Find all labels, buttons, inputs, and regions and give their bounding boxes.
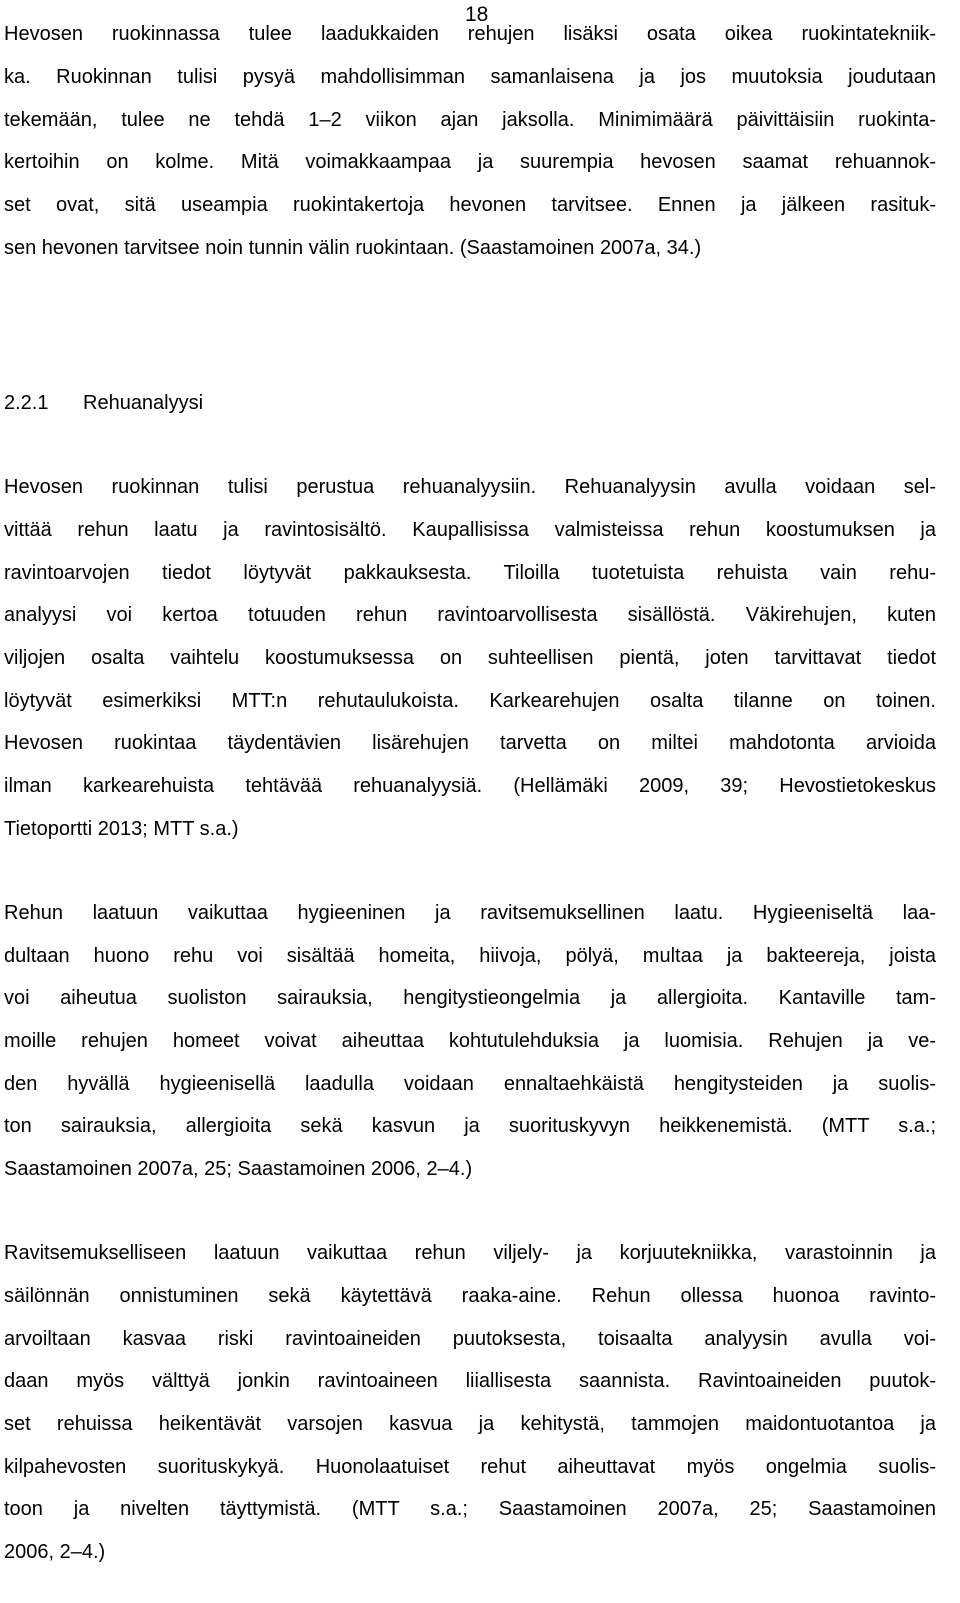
text-line: Tietoportti 2013; MTT s.a.) xyxy=(4,818,239,840)
text-line: ka. Ruokinnan tulisi pysyä mahdollisimman samanlaisena ja jos muutoksia joudutaan xyxy=(4,66,936,88)
text-line: Hevosen ruokinnassa tulee laadukkaiden rehujen lisäksi osata oikea ruokintatekniik- xyxy=(4,23,936,45)
text-line: dultaan huono rehu voi sisältää homeita, hiivoja, pölyä, multaa ja bakteereja, joista xyxy=(4,945,936,967)
text-line: analyysi voi kertoa totuuden rehun ravintoarvollisesta sisällöstä. Väkirehujen, kuten xyxy=(4,604,936,626)
text-line: Ravitsemukselliseen laatuun vaikuttaa rehun viljely- ja korjuutekniikka, varastoinnin ja xyxy=(4,1242,936,1264)
text-line: Hevosen ruokinnan tulisi perustua rehuanalyysiin. Rehuanalyysin avulla voidaan sel- xyxy=(4,476,936,498)
text-line: sen hevonen tarvitsee noin tunnin välin ruokintaan. (Saastamoinen 2007a, 34.) xyxy=(4,237,702,259)
section-title: Rehuanalyysi xyxy=(83,392,204,414)
text-line: toon ja nivelten täyttymistä. (MTT s.a.; Saastamoinen 2007a, 25; Saastamoinen xyxy=(4,1498,936,1520)
text-line: daan myös välttyä jonkin ravintoaineen liiallisesta saannista. Ravintoaineiden puutok- xyxy=(4,1370,936,1392)
section-heading xyxy=(4,391,203,415)
text-line: ravintoarvojen tiedot löytyvät pakkauksesta. Tiloilla tuotetuista rehuista vain rehu- xyxy=(4,562,936,584)
text-line: Hevosen ruokintaa täydentävien lisärehujen tarvetta on miltei mahdotonta arvioida xyxy=(4,732,936,754)
text-line: kilpahevosten suorituskykyä. Huonolaatuiset rehut aiheuttavat myös ongelmia suolis- xyxy=(4,1456,936,1478)
text-line: viljojen osalta vaihtelu koostumuksessa on suhteellisen pientä, joten tarvittavat tiedot xyxy=(4,647,936,669)
text-line: ton sairauksia, allergioita sekä kasvun ja suorituskyvyn heikkenemistä. (MTT s.a.; xyxy=(4,1115,936,1137)
text-line: Rehun laatuun vaikuttaa hygieeninen ja ravitsemuksellinen laatu. Hygieeniseltä laa- xyxy=(4,902,936,924)
text-line: kertoihin on kolme. Mitä voimakkaampaa ja suurempia hevosen saamat rehuannok- xyxy=(4,151,936,173)
text-line: Saastamoinen 2007a, 25; Saastamoinen 2006, 2–4.) xyxy=(4,1158,473,1180)
text-line: moille rehujen homeet voivat aiheuttaa kohtutulehduksia ja luomisia. Rehujen ja ve- xyxy=(4,1030,936,1052)
text-line: vittää rehun laatu ja ravintosisältö. Kaupallisissa valmisteissa rehun koostumuksen ja xyxy=(4,519,936,541)
text-line: set ovat, sitä useampia ruokintakertoja hevonen tarvitsee. Ennen ja jälkeen rasituk- xyxy=(4,194,936,216)
text-line: ilman karkearehuista tehtävää rehuanalyysiä. (Hellämäki 2009, 39; Hevostietokeskus xyxy=(4,775,936,797)
text-line: säilönnän onnistuminen sekä käytettävä raaka-aine. Rehun ollessa huonoa ravinto- xyxy=(4,1285,936,1307)
section-number: 2.2.1 xyxy=(4,392,49,414)
text-line: tekemään, tulee ne tehdä 1–2 viikon ajan jaksolla. Minimimäärä päivittäisiin ruokinta- xyxy=(4,109,936,131)
text-line: voi aiheutua suoliston sairauksia, hengitystieongelmia ja allergioita. Kantaville tam- xyxy=(4,987,936,1009)
text-line: set rehuissa heikentävät varsojen kasvua ja kehitystä, tammojen maidontuotantoa ja xyxy=(4,1413,936,1435)
page-number: 18 xyxy=(465,3,489,26)
text-line: arvoiltaan kasvaa riski ravintoaineiden puutoksesta, toisaalta analyysin avulla voi- xyxy=(4,1328,936,1350)
text-line: 2006, 2–4.) xyxy=(4,1541,106,1563)
text-line: den hyvällä hygieenisellä laadulla voidaan ennaltaehkäistä hengitysteiden ja suolis- xyxy=(4,1073,936,1095)
text-line: löytyvät esimerkiksi MTT:n rehutaulukoista. Karkearehujen osalta tilanne on toinen. xyxy=(4,690,936,712)
